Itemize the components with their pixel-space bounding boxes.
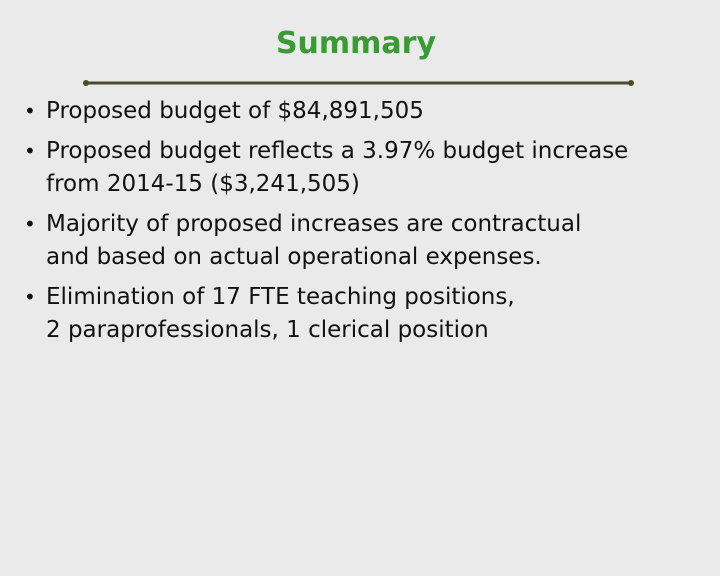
bullet-line: from 2014-15 ($3,241,505) xyxy=(46,171,360,197)
bullet-text xyxy=(46,95,710,128)
bullet-line: Elimination of 17 FTE teaching positions, xyxy=(46,284,515,310)
title-divider xyxy=(83,80,634,86)
bullet-item xyxy=(20,95,710,128)
bullet-dot: • xyxy=(24,99,36,123)
bullet-line: and based on actual operational expenses. xyxy=(46,244,542,270)
bullet-line: Proposed budget of $84,891,505 xyxy=(46,98,424,124)
bullet-dot: • xyxy=(24,139,36,163)
bullet-dot: • xyxy=(24,285,36,309)
bullet-line: 2 paraprofessionals, 1 clerical position xyxy=(46,317,489,343)
bullet-text xyxy=(46,135,710,201)
bullet-dot: • xyxy=(24,212,36,236)
bullet-item xyxy=(20,135,710,201)
slide-title: Summary xyxy=(275,26,437,61)
bullet-line: Proposed budget reflects a 3.97% budget increase xyxy=(46,138,629,164)
bullet-line: Majority of proposed increases are contractual xyxy=(46,211,582,237)
bullet-text xyxy=(46,208,710,274)
bullet-text xyxy=(46,281,710,347)
bullet-item xyxy=(20,281,710,347)
bullet-item xyxy=(20,208,710,274)
bullet-list xyxy=(20,95,710,354)
